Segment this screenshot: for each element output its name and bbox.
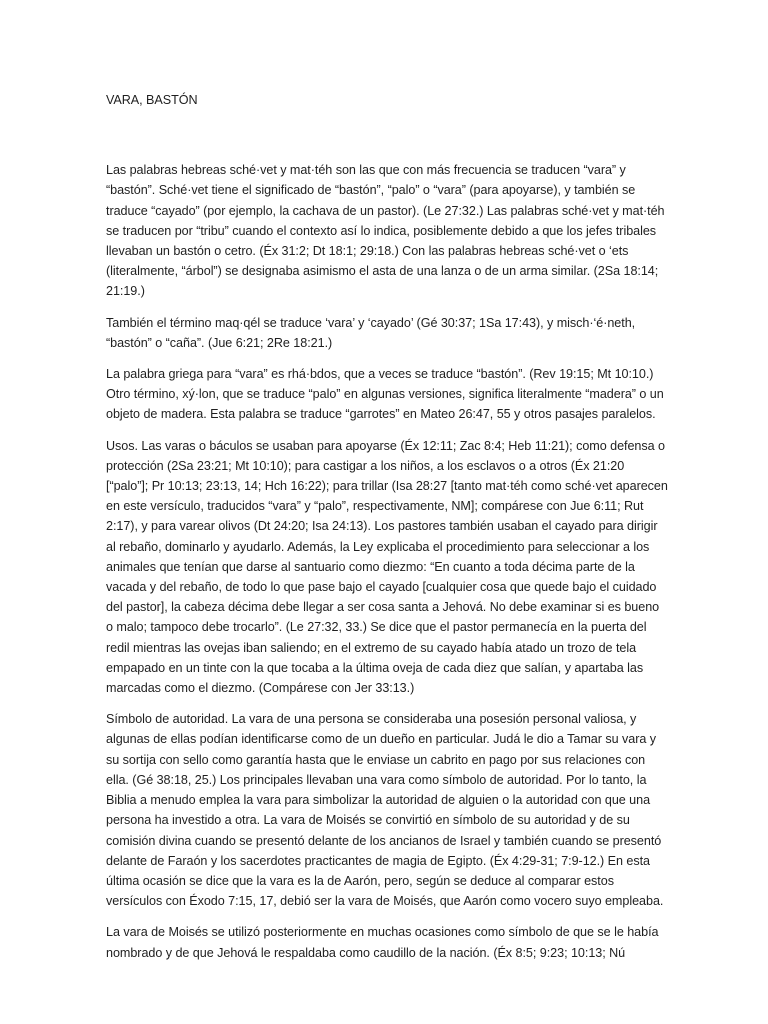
- document-title: VARA, BASTÓN: [106, 93, 198, 107]
- document-page: [106, 90, 668, 974]
- paragraph-usos: Usos. Las varas o báculos se usaban para apoyarse (Éx 12:11; Zac 8:4; Heb 11:21); como defensa o protección (2Sa 23:21; Mt 10:10); para castigar a los niños, a los esclavos o a otros (Éx 21:20 [“palo”]; Pr 10:13; 23:13, 14; Hch 16:22); para trillar (Isa 28:27 [tanto mat·téh como sché·vet aparecen en este versículo, traducidos “vara” y “palo”, respectivamente, NM]; compárese con Jue 6:11; Rut 2:17), y para varear olivos (Dt 24:20; Isa 24:13). Los pastores también usaban el cayado para dirigir al rebaño, dominarlo y ayudarlo. Además, la Ley explicaba el procedimiento para seleccionar a los animales que tenían que darse al santuario como diezmo: “En cuanto a toda décima parte de la vacada y del rebaño, de todo lo que pase bajo el cayado [cualquier cosa que quede bajo el cuidado del pastor], la cabeza décima debe llegar a ser cosa santa a Jehová. No debe examinar si es bueno o malo; tampoco debe trocarlo”. (Le 27:32, 33.) Se dice que el pastor permanecía en la puerta del redil mientras las ovejas iban saliendo; en el extremo de su cayado había atado un trozo de tela empapado en un tinte con la que tocaba a la última oveja de cada diez que salían, y apartaba las marcadas como el diezmo. (Compárese con Jer 33:13.): [106, 438, 668, 696]
- paragraph-greek-term: La palabra griega para “vara” es rhá·bdos, que a veces se traduce “bastón”. (Rev 19:15; Mt 10:10.) Otro término, xý·lon, que se traduce “palo” en algunas versiones, significa literalmente “madera” o un objeto de madera. Esta palabra se traduce “garrotes” en Mateo 26:47, 55 y otros pasajes paralelos.: [106, 367, 664, 422]
- paragraph-simbolo-autoridad: Símbolo de autoridad. La vara de una persona se consideraba una posesión personal valiosa, y algunas de ellas podían identificarse como de un dueño en particular. Judá le dio a Tamar su vara y su sortija con sello como garantía hasta que le enviase un cabrito en pago por sus relaciones con ella. (Gé 38:18, 25.) Los principales llevaban una vara como símbolo de autoridad. Por lo tanto, la Biblia a menudo emplea la vara para simbolizar la autoridad de alguien o la autoridad con que una persona ha investido a otra. La vara de Moisés se convirtió en símbolo de su autoridad y de su comisión divina cuando se presentó delante de los ancianos de Israel y también cuando se presentó delante de Faraón y los sacerdotes practicantes de magia de Egipto. (Éx 4:29-31; 7:9-12.) En esta última ocasión se dice que la vara es la de Aarón, pero, según se deduce al comparar estos versículos con Éxodo 7:15, 17, debió ser la vara de Moisés, que Aarón como vocero suyo empleaba.: [106, 712, 664, 909]
- paragraph-vara-moises: La vara de Moisés se utilizó posteriormente en muchas ocasiones como símbolo de que se le había nombrado y de que Jehová le respaldaba como caudillo de la nación. (Éx 8:5; 9:23; 10:13; Nú: [106, 925, 659, 960]
- paragraph-maqqel: También el término maq·qél se traduce ‘vara’ y ‘cayado’ (Gé 30:37; 1Sa 17:43), y misch·‘é·neth, “bastón” o “caña”. (Jue 6:21; 2Re 18:21.): [106, 315, 636, 350]
- paragraph-hebrew-terms: Las palabras hebreas sché·vet y mat·téh son las que con más frecuencia se traducen “vara” y “bastón”. Sché·vet tiene el significado de “bastón”, “palo” o “vara” (para apoyarse), y también se traduce “cayado” (por ejemplo, la cachava de un pastor). (Le 27:32.) Las palabras sché·vet y mat·téh se traducen por “tribu” cuando el contexto así lo indica, posiblemente debido a que los jefes tribales llevaban un bastón o cetro. (Éx 31:2; Dt 18:1; 29:18.) Con las palabras hebreas sché·vet o ‘ets (literalmente, “árbol”) se designaba asimismo el asta de una lanza o de un arma similar. (2Sa 18:14; 21:19.): [106, 163, 665, 299]
